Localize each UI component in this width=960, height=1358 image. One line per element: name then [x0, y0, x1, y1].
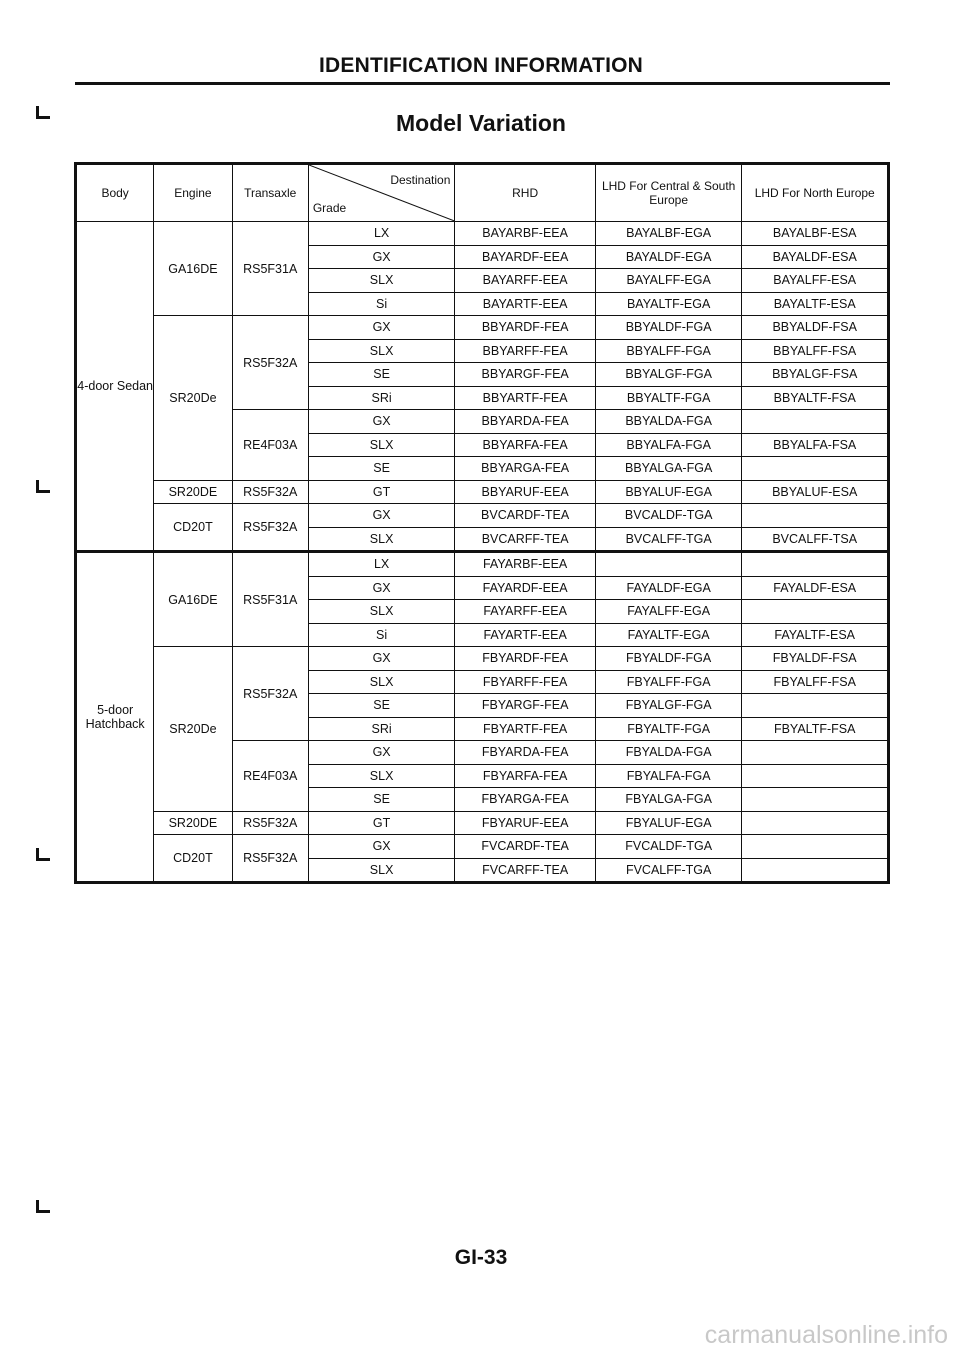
cell-lhd-central: BVCALDF-TGA [595, 504, 742, 528]
cell-transaxle: RE4F03A [232, 741, 308, 812]
cell-grade: GX [308, 741, 455, 765]
model-variation-table [74, 162, 890, 884]
cell-transaxle: RS5F32A [232, 316, 308, 410]
cell-lhd-central: BVCALFF-TGA [595, 527, 742, 552]
cell-engine: SR20DE [154, 480, 232, 504]
cell-rhd: FVCARFF-TEA [455, 858, 596, 883]
cell-rhd: BAYARDF-EEA [455, 245, 596, 269]
cell-rhd: BBYARDA-FEA [455, 410, 596, 434]
cell-grade: SLX [308, 339, 455, 363]
cell-lhd-north: FAYALDF-ESA [742, 576, 889, 600]
cell-grade: GX [308, 835, 455, 859]
cell-lhd-north: FAYALTF-ESA [742, 623, 889, 647]
cell-grade: GT [308, 811, 455, 835]
cell-grade: SLX [308, 527, 455, 552]
cell-rhd: BBYARTF-FEA [455, 386, 596, 410]
table-row [76, 222, 889, 246]
cell-lhd-central: BAYALFF-EGA [595, 269, 742, 293]
cell-rhd: BBYARFF-FEA [455, 339, 596, 363]
cell-rhd: FBYARFA-FEA [455, 764, 596, 788]
cell-rhd: FBYARGF-FEA [455, 694, 596, 718]
cell-grade: SE [308, 363, 455, 387]
cell-lhd-central: BAYALBF-EGA [595, 222, 742, 246]
cell-grade: GX [308, 504, 455, 528]
cell-engine: SR20De [154, 316, 232, 481]
cell-grade: SLX [308, 600, 455, 624]
cell-lhd-central: FBYALTF-FGA [595, 717, 742, 741]
cell-grade: SLX [308, 858, 455, 883]
cell-lhd-central: BBYALTF-FGA [595, 386, 742, 410]
cell-grade: GX [308, 576, 455, 600]
cell-lhd-central: BBYALGA-FGA [595, 457, 742, 481]
cell-lhd-north: BBYALUF-ESA [742, 480, 889, 504]
cell-lhd-north [742, 858, 889, 883]
cell-lhd-north: BBYALFF-FSA [742, 339, 889, 363]
cell-grade: GX [308, 245, 455, 269]
cell-lhd-north [742, 811, 889, 835]
cell-lhd-north: BAYALFF-ESA [742, 269, 889, 293]
page-subtitle: Model Variation [396, 110, 566, 136]
table-body [76, 222, 889, 883]
binding-mark-icon [36, 106, 49, 119]
cell-lhd-central: FBYALGF-FGA [595, 694, 742, 718]
cell-lhd-north [742, 741, 889, 765]
cell-lhd-north [742, 410, 889, 434]
cell-lhd-north: FBYALTF-FSA [742, 717, 889, 741]
cell-lhd-central: FBYALGA-FGA [595, 788, 742, 812]
cell-grade: SLX [308, 670, 455, 694]
cell-transaxle: RS5F32A [232, 647, 308, 741]
cell-lhd-central: BBYALUF-EGA [595, 480, 742, 504]
cell-transaxle: RS5F32A [232, 835, 308, 883]
cell-lhd-north [742, 694, 889, 718]
cell-grade: SRi [308, 386, 455, 410]
cell-rhd: FBYARDF-FEA [455, 647, 596, 671]
cell-lhd-north: BAYALDF-ESA [742, 245, 889, 269]
cell-grade: GT [308, 480, 455, 504]
cell-transaxle: RE4F03A [232, 410, 308, 481]
cell-rhd: BBYARGF-FEA [455, 363, 596, 387]
table-row [76, 504, 889, 528]
cell-grade: SLX [308, 764, 455, 788]
cell-lhd-central: FBYALFF-FGA [595, 670, 742, 694]
cell-lhd-central: FBYALDF-FGA [595, 647, 742, 671]
cell-rhd: BVCARDF-TEA [455, 504, 596, 528]
cell-transaxle: RS5F31A [232, 222, 308, 316]
cell-engine: GA16DE [154, 222, 232, 316]
cell-lhd-central: BBYALFF-FGA [595, 339, 742, 363]
cell-lhd-north [742, 552, 889, 577]
cell-lhd-north [742, 835, 889, 859]
cell-engine: SR20DE [154, 811, 232, 835]
header-rule [75, 82, 890, 85]
cell-lhd-central: BAYALDF-EGA [595, 245, 742, 269]
cell-rhd: FBYARTF-FEA [455, 717, 596, 741]
cell-lhd-central: BBYALDA-FGA [595, 410, 742, 434]
cell-engine: GA16DE [154, 552, 232, 647]
cell-rhd: BVCARFF-TEA [455, 527, 596, 552]
cell-rhd: BBYARDF-FEA [455, 316, 596, 340]
col-header-transaxle: Transaxle [232, 164, 308, 222]
cell-grade: LX [308, 222, 455, 246]
cell-lhd-central: FAYALTF-EGA [595, 623, 742, 647]
cell-lhd-north [742, 764, 889, 788]
cell-lhd-north: BAYALTF-ESA [742, 292, 889, 316]
cell-rhd: BBYARGA-FEA [455, 457, 596, 481]
grade-label: Grade [312, 201, 347, 215]
cell-rhd: BBYARFA-FEA [455, 433, 596, 457]
cell-rhd: BAYARFF-EEA [455, 269, 596, 293]
cell-grade: SE [308, 788, 455, 812]
section-title: IDENTIFICATION INFORMATION [318, 54, 644, 77]
col-header-lhd-central: LHD For Central & South Europe [595, 164, 742, 222]
cell-rhd: FAYARFF-EEA [455, 600, 596, 624]
page-number: GI-33 [454, 1246, 508, 1269]
table-row [76, 647, 889, 671]
col-header-destination-grade [308, 164, 455, 222]
binding-mark-icon [36, 480, 49, 493]
cell-grade: GX [308, 647, 455, 671]
cell-lhd-central: FVCALDF-TGA [595, 835, 742, 859]
cell-grade: LX [308, 552, 455, 577]
col-header-lhd-north: LHD For North Europe [742, 164, 889, 222]
cell-lhd-central: FAYALFF-EGA [595, 600, 742, 624]
cell-lhd-north: BBYALFA-FSA [742, 433, 889, 457]
cell-rhd: BAYARTF-EEA [455, 292, 596, 316]
cell-lhd-central: FVCALFF-TGA [595, 858, 742, 883]
cell-lhd-north [742, 788, 889, 812]
cell-body: 5-door Hatchback [76, 552, 154, 883]
cell-grade: Si [308, 292, 455, 316]
cell-grade: SLX [308, 269, 455, 293]
cell-grade: GX [308, 316, 455, 340]
cell-grade: SE [308, 694, 455, 718]
cell-lhd-north: BVCALFF-TSA [742, 527, 889, 552]
cell-grade: SE [308, 457, 455, 481]
cell-lhd-north: BBYALGF-FSA [742, 363, 889, 387]
cell-transaxle: RS5F31A [232, 552, 308, 647]
cell-engine: CD20T [154, 835, 232, 883]
cell-lhd-north: BBYALDF-FSA [742, 316, 889, 340]
cell-lhd-north [742, 504, 889, 528]
cell-rhd: FAYARBF-EEA [455, 552, 596, 577]
cell-transaxle: RS5F32A [232, 480, 308, 504]
cell-transaxle: RS5F32A [232, 811, 308, 835]
cell-body: 4-door Sedan [76, 222, 154, 552]
cell-grade: Si [308, 623, 455, 647]
cell-lhd-north: FBYALDF-FSA [742, 647, 889, 671]
cell-engine: SR20De [154, 647, 232, 812]
cell-rhd: FAYARTF-EEA [455, 623, 596, 647]
cell-grade: SLX [308, 433, 455, 457]
destination-label: Destination [390, 173, 451, 187]
watermark: carmanualsonline.info [704, 1321, 948, 1349]
cell-lhd-central: BBYALFA-FGA [595, 433, 742, 457]
binding-mark-icon [36, 1200, 49, 1213]
cell-lhd-central: FAYALDF-EGA [595, 576, 742, 600]
cell-rhd: BAYARBF-EEA [455, 222, 596, 246]
col-header-body: Body [76, 164, 154, 222]
cell-rhd: FBYARUF-EEA [455, 811, 596, 835]
cell-lhd-central: FBYALDA-FGA [595, 741, 742, 765]
cell-lhd-central: FBYALUF-EGA [595, 811, 742, 835]
cell-rhd: BBYARUF-EEA [455, 480, 596, 504]
cell-rhd: FBYARFF-FEA [455, 670, 596, 694]
table-row [76, 835, 889, 859]
cell-lhd-central: BBYALGF-FGA [595, 363, 742, 387]
cell-rhd: FVCARDF-TEA [455, 835, 596, 859]
cell-lhd-north [742, 457, 889, 481]
col-header-rhd: RHD [455, 164, 596, 222]
cell-lhd-north: BBYALTF-FSA [742, 386, 889, 410]
table-row [76, 811, 889, 835]
cell-lhd-central: BAYALTF-EGA [595, 292, 742, 316]
cell-rhd: FAYARDF-EEA [455, 576, 596, 600]
cell-rhd: FBYARDA-FEA [455, 741, 596, 765]
cell-lhd-north [742, 600, 889, 624]
cell-lhd-central: BBYALDF-FGA [595, 316, 742, 340]
cell-lhd-north: FBYALFF-FSA [742, 670, 889, 694]
cell-grade: GX [308, 410, 455, 434]
cell-rhd: FBYARGA-FEA [455, 788, 596, 812]
cell-transaxle: RS5F32A [232, 504, 308, 552]
cell-engine: CD20T [154, 504, 232, 552]
table-row [76, 316, 889, 340]
cell-grade: SRi [308, 717, 455, 741]
cell-lhd-north: BAYALBF-ESA [742, 222, 889, 246]
cell-lhd-central: FBYALFA-FGA [595, 764, 742, 788]
cell-lhd-central [595, 552, 742, 577]
col-header-engine: Engine [154, 164, 232, 222]
table-row [76, 552, 889, 577]
binding-mark-icon [36, 848, 49, 861]
table-header-row [76, 164, 889, 222]
table-row [76, 480, 889, 504]
